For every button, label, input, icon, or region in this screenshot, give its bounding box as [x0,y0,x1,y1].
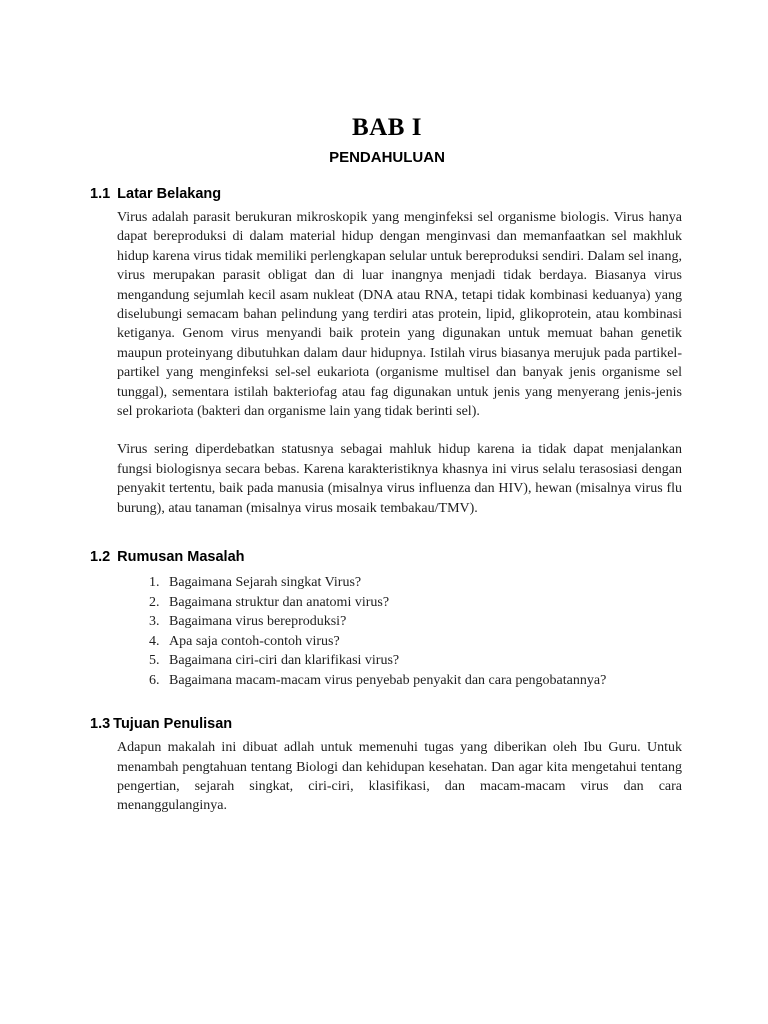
list-item: 5. Bagaimana ciri-ciri dan klarifikasi virus? [163,651,683,671]
list-item: 3. Bagaimana virus bereproduksi? [163,612,683,632]
list-item: 2. Bagaimana struktur dan anatomi virus? [163,593,683,613]
paragraph: Virus sering diperdebatkan statusnya sebagai mahluk hidup karena ia tidak dapat menjalankan fungsi biologisnya secara bebas. Karena karakteristiknya khasnya ini virus selalu terasosiasi dengan penyakit tertentu, baik pada manusia (misalnya virus influenza dan HIV), hewan (misalnya virus flu burung), atau tanaman (misalnya virus mosaik tembakau/TMV). [117,442,682,516]
section-latar-belakang [90,186,684,518]
list-item: 1. Bagaimana Sejarah singkat Virus? [163,573,683,593]
section-tujuan-penulisan [90,716,684,816]
list-item: 6. Bagaimana macam-macam virus penyebab penyakit dan cara pengobatannya? [163,671,683,691]
paragraph: Adapun makalah ini dibuat adlah untuk memenuhi tugas yang diberikan oleh Ibu Guru. Untuk menambah pengtahuan tentang Biologi dan kehidupan kesehatan. Dan agar kita mengetahui tentang pengertian, sejarah singkat, ciri-ciri, klasifikasi, dan macam-macam virus dan cara menanggulanginya. [117,740,682,814]
paragraph: Virus adalah parasit berukuran mikroskopik yang menginfeksi sel organisme biologis. Virus hanya dapat bereproduksi di dalam material hidup dengan menginvasi dan memanfaatkan sel makhluk hidup karena virus tidak memiliki perlengkapan selular untuk bereproduksi sendiri. Dalam sel inang, virus merupakan parasit obligat dan di luar inangnya menjadi tidak berdaya. Biasanya virus mengandung sejumlah kecil asam nukleat (DNA atau RNA, tetapi tidak kombinasi keduanya) yang diselubungi semacam bahan pelindung yang terdiri atas protein, lipid, glikoprotein, atau kombinasi ketiganya. Genom virus menyandi baik protein yang digunakan untuk memuat bahan genetik maupun proteinyang dibutuhkan dalam daur hidupnya. Istilah virus biasanya merujuk pada partikel-partikel yang menginfeksi sel-sel eukariota (organisme multisel dan banyak jenis organisme sel tunggal), sementara istilah bakteriofag atau fag digunakan untuk jenis yang menyerang jenis-jenis sel prokariota (bakteri dan organisme lain yang tidak berinti sel). [117,210,682,420]
section-number: 1.1 [90,186,111,202]
section-heading-label: Latar Belakang [117,186,222,202]
section-heading-label: Tujuan Penulisan [113,716,233,733]
section-heading [90,716,684,732]
section-heading [90,186,684,202]
page-subtitle: PENDAHULUAN [329,149,445,166]
section-heading [90,549,684,565]
section-rumusan-masalah [90,549,684,690]
page-title: BAB I [352,114,422,141]
section-heading-label: Rumusan Masalah [117,549,245,566]
list-item: 4. Apa saja contoh-contoh virus? [163,632,683,652]
section-number: 1.3 [90,716,111,733]
question-list [117,573,683,690]
section-number: 1.2 [90,549,111,566]
